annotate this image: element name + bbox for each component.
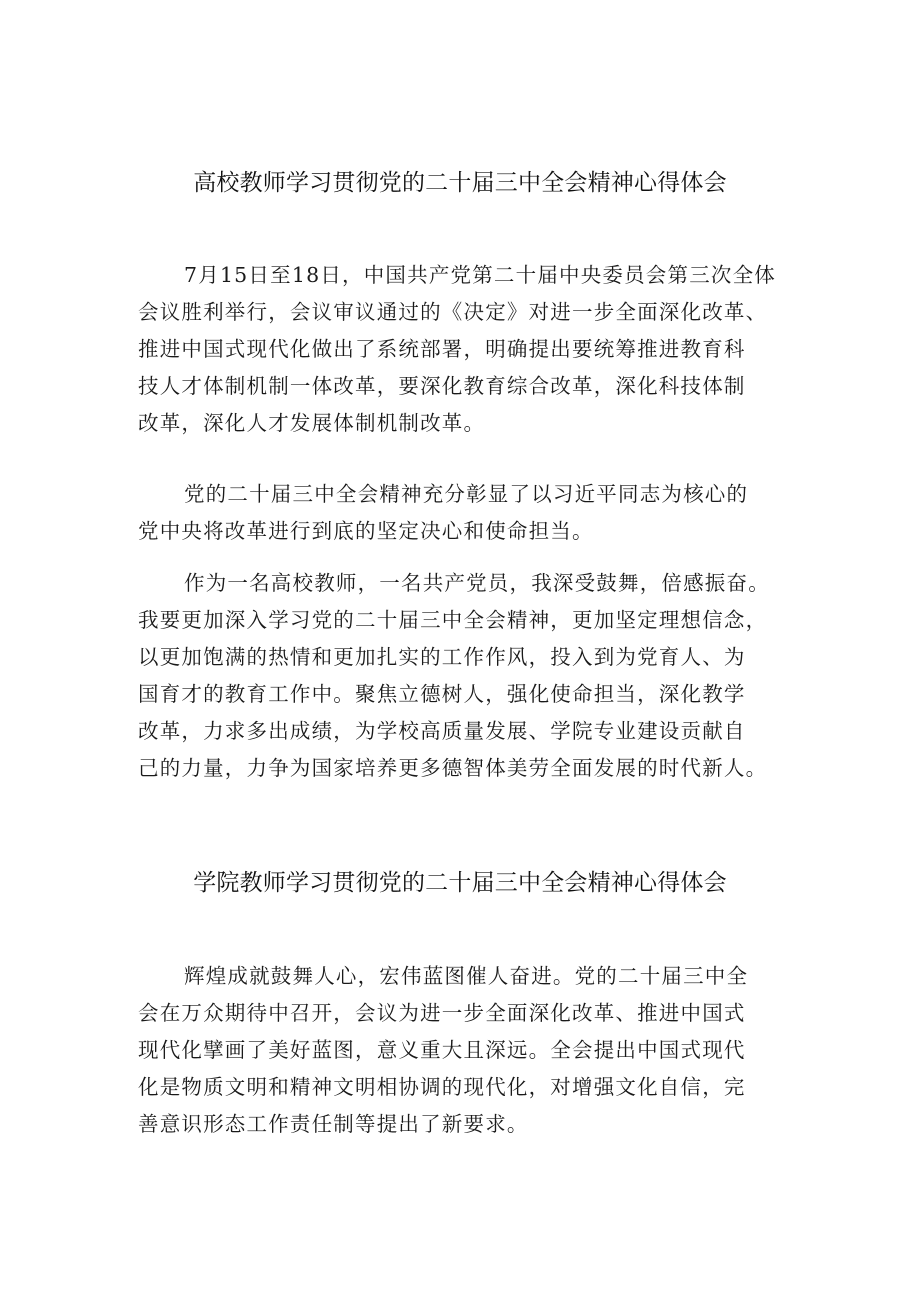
text-line: 作为一名高校教师，一名共产党员，我深受鼓舞，倍感振奋。 [184, 571, 770, 595]
article-1-paragraph-3 [138, 565, 798, 787]
text-line: 国育才的教育工作中。聚焦立德树人，强化使命担当，深化教学 [138, 682, 746, 706]
article-1-title: 高校教师学习贯彻党的二十届三中全会精神心得体会 [193, 170, 727, 196]
article-2-paragraph-1 [138, 958, 798, 1143]
text-line: 己的力量，力争为国家培养更多德智体美劳全面发展的时代新人。 [138, 756, 768, 780]
text-line: 党的二十届三中全会精神充分彰显了以习近平同志为核心的 [184, 482, 749, 506]
article-1-paragraph-1 [138, 257, 798, 442]
text-line: 会议胜利举行，会议审议通过的《决定》对进一步全面深化改革、 [138, 300, 768, 324]
text-line: 党中央将改革进行到底的坚定决心和使命担当。 [138, 519, 594, 543]
text-line: 化是物质文明和精神文明相协调的现代化，对增强文化自信，完 [138, 1075, 746, 1099]
text-line: 改革，力求多出成绩，为学校高质量发展、学院专业建设贡献自 [138, 719, 746, 743]
text-line: 改革，深化人才发展体制机制改革。 [138, 411, 486, 435]
text-line: 现代化擘画了美好蓝图，意义重大且深远。全会提出中国式现代 [138, 1038, 746, 1062]
text-line: 以更加饱满的热情和更加扎实的工作作风，投入到为党育人、为 [138, 645, 746, 669]
text-line: 我要更加深入学习党的二十届三中全会精神，更加坚定理想信念， [138, 608, 768, 632]
text-line: 7月15日至18日，中国共产党第二十届中央委员会第三次全体 [184, 263, 777, 287]
text-line: 辉煌成就鼓舞人心，宏伟蓝图催人奋进。党的二十届三中全 [184, 964, 749, 988]
text-line: 技人才体制机制一体改革，要深化教育综合改革，深化科技体制 [138, 374, 746, 398]
article-2-title: 学院教师学习贯彻党的二十届三中全会精神心得体会 [193, 870, 727, 896]
article-1-paragraph-2 [138, 476, 798, 550]
text-line: 会在万众期待中召开，会议为进一步全面深化改革、推进中国式 [138, 1001, 746, 1025]
text-line: 善意识形态工作责任制等提出了新要求。 [138, 1112, 529, 1136]
text-line: 推进中国式现代化做出了系统部署，明确提出要统筹推进教育科 [138, 337, 746, 361]
